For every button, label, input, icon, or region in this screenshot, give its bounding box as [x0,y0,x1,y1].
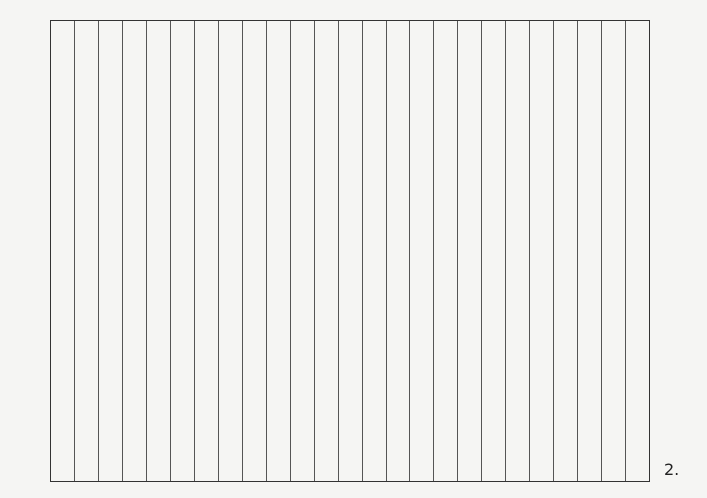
manuscript-column [529,21,553,481]
manuscript-grid [50,20,650,482]
manuscript-column [505,21,529,481]
manuscript-column [362,21,386,481]
manuscript-column [386,21,410,481]
manuscript-column [122,21,146,481]
manuscript-column [577,21,601,481]
manuscript-column [98,21,122,481]
page-number: 2. [664,460,680,479]
manuscript-column [218,21,242,481]
manuscript-column [338,21,362,481]
manuscript-column [481,21,505,481]
manuscript-column [74,21,98,481]
manuscript-column [314,21,338,481]
manuscript-column [146,21,170,481]
manuscript-column [242,21,266,481]
manuscript-column [457,21,481,481]
manuscript-column [266,21,290,481]
manuscript-column [553,21,577,481]
manuscript-column [625,21,649,481]
manuscript-column [194,21,218,481]
manuscript-column [409,21,433,481]
manuscript-column [170,21,194,481]
manuscript-column [51,21,74,481]
manuscript-column [601,21,625,481]
manuscript-column [433,21,457,481]
manuscript-column [290,21,314,481]
